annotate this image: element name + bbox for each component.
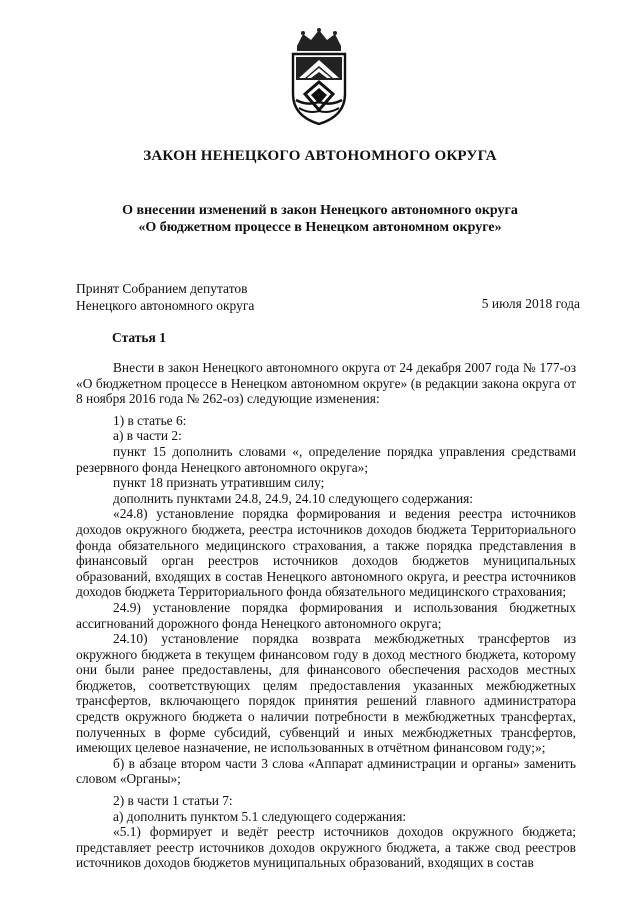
paragraph: 24.9) установление порядка формирования и использования бюджетных ассигнований дорожного фонда Ненецкого автономного округа; (76, 599, 576, 631)
coat-of-arms-icon (283, 28, 355, 128)
subject-line-2: «О бюджетном процессе в Ненецком автономном округе» (138, 220, 502, 235)
paragraph: «24.8) установление порядка формирования и ведения реестра источников доходов окружного бюджета, реестра источников доходов бюджета Территориального фонда обязательного медицинского страхования, а также порядка представления в финансовый орган реестров источников доходов бюджетов муниципальных образований, входящих в состав Ненецкого автономного округа, и реестра источников доходов бюджета Территориального фонда обязательного медицинского страхования; (76, 506, 576, 600)
article-body (76, 360, 576, 871)
adopted-by-line-2: Ненецкого автономного округа (76, 298, 255, 313)
paragraph: а) дополнить пунктом 5.1 следующего содержания: (113, 808, 407, 824)
paragraph: «5.1) формирует и ведёт реестр источников доходов окружного бюджета; представляет реестр источников доходов окружного бюджета, а также свод реестров источников доходов бюджетов муниципальных образований, входящих в состав (76, 824, 576, 871)
paragraph: дополнить пунктами 24.8, 24.9, 24.10 следующего содержания: (113, 490, 474, 506)
adopted-by-line-1: Принят Собранием депутатов (76, 281, 248, 296)
law-subject (60, 202, 580, 236)
paragraph: Внести в закон Ненецкого автономного округа от 24 декабря 2007 года № 177-оз «О бюджетном процессе в Ненецком автономном округе» (в редакции закона округа от 8 ноября 2016 года № 262-оз) следующие изменения: (76, 360, 576, 407)
paragraph: а) в части 2: (113, 428, 182, 444)
paragraph: 24.10) установление порядка возврата межбюджетных трансфертов из окружного бюджета в текущем финансовом году в доход местного бюджета, которому они были ранее предоставлены, для финансового обеспечения расходов местных бюджетов, соответствующих целям предоставления указанных межбюджетных трансфертов, включающего порядок принятия решений главного администратора средств окружного бюджета о наличии потребности в межбюджетных трансфертах, полученных в форме субсидий, субвенций и иных межбюджетных трансфертов, имеющих целевое назначение, не использованных в отчётном финансовом году;»; (76, 631, 576, 756)
coat-of-arms-emblem (283, 28, 355, 128)
paragraph: 2) в части 1 статьи 7: (113, 793, 233, 809)
article-heading: Статья 1 (112, 330, 166, 345)
subject-line-1: О внесении изменений в закон Ненецкого автономного округа (122, 203, 518, 218)
paragraph: б) в абзаце втором части 3 слова «Аппарат администрации и органы» заменить словом «Органы»; (76, 755, 576, 787)
law-title: ЗАКОН НЕНЕЦКОГО АВТОНОМНОГО ОКРУГА (143, 148, 497, 164)
paragraph: 1) в статье 6: (113, 412, 187, 428)
paragraph: пункт 18 признать утратившим силу; (113, 475, 325, 491)
adoption-date: 5 июля 2018 года (481, 296, 580, 311)
adoption-block (76, 280, 254, 314)
paragraph: пункт 15 дополнить словами «, определение порядка управления средствами резервного фонда Ненецкого автономного округа»; (76, 443, 576, 475)
